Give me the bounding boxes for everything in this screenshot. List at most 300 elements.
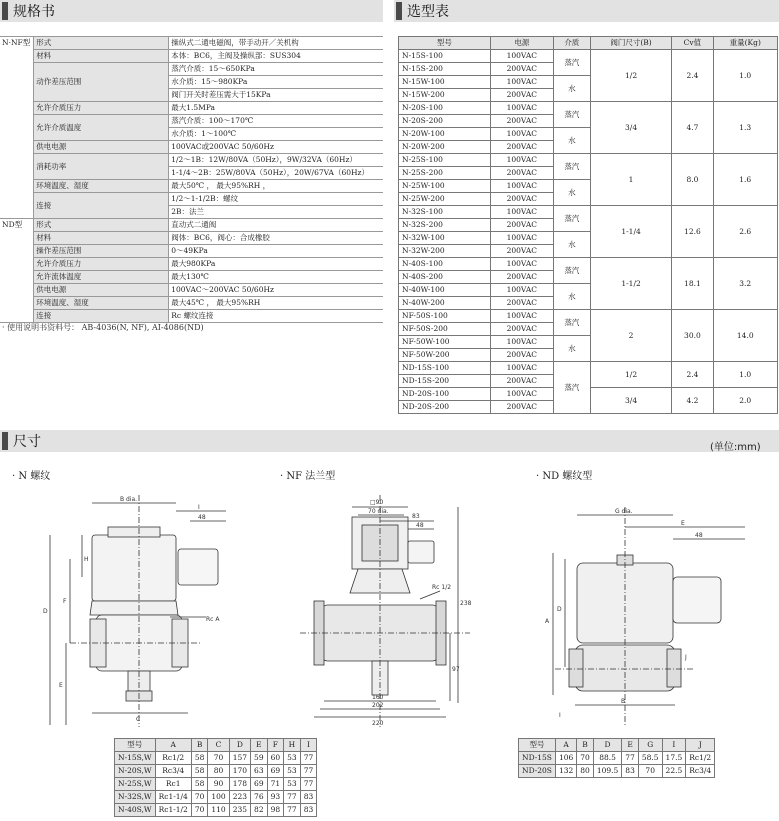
dimension-header: A: [555, 739, 576, 752]
dimension-value: 70: [577, 752, 594, 765]
spec-key: 允许介质温度: [34, 115, 169, 141]
cv-cell: 30.0: [672, 310, 713, 362]
dimension-model: N-25S,W: [115, 778, 156, 791]
nf-valve-drawing: [300, 495, 470, 727]
dim-j-label: J: [685, 654, 687, 661]
dimension-value: 132: [555, 765, 576, 778]
cv-cell: 12.6: [672, 206, 713, 258]
unit-label: (单位:mm): [710, 442, 761, 453]
spec-key: 形式: [34, 219, 169, 232]
weight-cell: 14.0: [713, 310, 777, 362]
dim-i-label: I: [559, 712, 561, 719]
spec-key: 供电电源: [34, 284, 169, 297]
dim-48-label: 48: [416, 522, 424, 529]
spec-key: 连接: [34, 310, 169, 323]
media-cell: 蒸汽: [553, 206, 590, 232]
spec-key: 连接: [34, 193, 169, 219]
weight-cell: 3.2: [713, 258, 777, 310]
selection-row: [399, 258, 778, 271]
spec-value: 蒸汽介质：100～170℃: [169, 115, 383, 128]
dimension-model: N-40S,W: [115, 804, 156, 817]
selection-header-row: [399, 37, 778, 50]
dimension-value: Rc1-1/4: [155, 791, 191, 804]
power-cell: 200VAC: [490, 375, 553, 388]
selection-row: [399, 206, 778, 219]
dimension-value: 157: [229, 752, 250, 765]
dimension-value: 69: [267, 765, 284, 778]
dimension-value: 83: [622, 765, 639, 778]
model-cell: N-25W-200: [399, 193, 491, 206]
dimension-header: A: [155, 739, 191, 752]
spec-row: [0, 232, 383, 245]
cv-cell: 2.4: [672, 362, 713, 388]
dimension-header: E: [251, 739, 268, 752]
dim-e-label: E: [681, 520, 685, 527]
media-cell: 水: [553, 284, 590, 310]
power-cell: 200VAC: [490, 115, 553, 128]
selection-header: Cv值: [672, 37, 713, 50]
dimension-row: [519, 752, 715, 765]
spec-key: 形式: [34, 37, 169, 50]
dimension-header-row: [519, 739, 715, 752]
model-cell: NF-50W-200: [399, 349, 491, 362]
dimension-value: 110: [208, 804, 229, 817]
dimension-value: 63: [251, 765, 268, 778]
cv-cell: 18.1: [672, 258, 713, 310]
dimension-value: 83: [300, 804, 317, 817]
selection-header: 电源: [490, 37, 553, 50]
spec-value: 最大45℃ ， 最大95%RH: [169, 297, 383, 310]
dimension-value: 58.5: [638, 752, 662, 765]
nd-dimension-table: [518, 738, 715, 778]
power-cell: 200VAC: [490, 271, 553, 284]
dim-g-label: G dia.: [615, 508, 633, 515]
dim-202-label: 202: [372, 702, 384, 709]
nd-valve-drawing: [545, 495, 755, 727]
spec-row: [0, 245, 383, 258]
dimension-row: [115, 778, 317, 791]
dimension-value: Rc3/4: [686, 765, 715, 778]
spec-value: 本体：BC6，主阀及操纵部：SUS304: [169, 50, 383, 63]
dimension-row: [115, 752, 317, 765]
dimension-value: 17.5: [662, 752, 686, 765]
spec-value: 最大50℃ ， 最大95%RH ，: [169, 180, 383, 193]
spec-row: [0, 271, 383, 284]
spec-row: [0, 310, 383, 323]
spec-key: 操作差压范围: [34, 245, 169, 258]
dim-70-label: 70 dia.: [368, 508, 389, 515]
size-cell: 3/4: [590, 102, 671, 154]
dimension-value: 77: [284, 804, 301, 817]
power-cell: 100VAC: [490, 180, 553, 193]
size-cell: 2: [590, 310, 671, 362]
model-cell: NF-50S-100: [399, 310, 491, 323]
spec-value: 1/2～1B：12W/80VA（50Hz），9W/32VA（60Hz）: [169, 154, 383, 167]
dimension-value: Rc3/4: [155, 765, 191, 778]
cv-cell: 2.4: [672, 50, 713, 102]
model-cell: N-40W-200: [399, 297, 491, 310]
spec-key: 允许介质压力: [34, 258, 169, 271]
dimension-header: G: [638, 739, 662, 752]
model-cell: N-32W-100: [399, 232, 491, 245]
dimension-header: D: [229, 739, 250, 752]
model-cell: N-25W-100: [399, 180, 491, 193]
dim-48-label: 48: [198, 514, 206, 521]
size-cell: 1/2: [590, 362, 671, 388]
power-cell: 100VAC: [490, 258, 553, 271]
dimension-value: 69: [251, 778, 268, 791]
size-cell: 1-1/4: [590, 206, 671, 258]
spec-section-header: [0, 0, 383, 22]
dimension-header: F: [267, 739, 284, 752]
selection-row: [399, 310, 778, 323]
dimension-model: N-15S,W: [115, 752, 156, 765]
power-cell: 100VAC: [490, 336, 553, 349]
spec-value: 最大980KPa: [169, 258, 383, 271]
dimension-value: 60: [267, 752, 284, 765]
dimension-model: ND-15S: [519, 752, 556, 765]
spec-group-name: ND型: [0, 219, 34, 323]
spec-value: 最大1.5MPa: [169, 102, 383, 115]
dim-e-label: E: [59, 682, 63, 689]
model-cell: ND-15S-100: [399, 362, 491, 375]
model-cell: N-32W-200: [399, 245, 491, 258]
dim-c-label: C: [136, 716, 141, 723]
dimension-value: 98: [267, 804, 284, 817]
dimension-header: J: [686, 739, 715, 752]
dimension-value: 77: [300, 765, 317, 778]
dimension-value: 90: [208, 778, 229, 791]
weight-cell: 1.0: [713, 50, 777, 102]
spec-value: 阀门开关时差压需大于15KPa: [169, 89, 383, 102]
power-cell: 200VAC: [490, 297, 553, 310]
spec-value: 直动式二通阀: [169, 219, 383, 232]
dimension-header: I: [300, 739, 317, 752]
media-cell: 水: [553, 76, 590, 102]
dimension-value: 82: [251, 804, 268, 817]
dim-97-label: 97: [452, 666, 460, 673]
dimension-value: 77: [300, 752, 317, 765]
spec-row: [0, 180, 383, 193]
dimension-value: 58: [191, 765, 208, 778]
selection-row: [399, 50, 778, 63]
selection-row: [399, 102, 778, 115]
power-cell: 200VAC: [490, 401, 553, 414]
power-cell: 100VAC: [490, 232, 553, 245]
spec-value: 2B：法兰: [169, 206, 383, 219]
power-cell: 200VAC: [490, 63, 553, 76]
dimension-row: [115, 791, 317, 804]
section-marker: [2, 2, 8, 20]
dimension-value: Rc1/2: [155, 752, 191, 765]
dims-title: 尺寸: [13, 434, 41, 450]
dimension-model: ND-20S: [519, 765, 556, 778]
dimension-value: 235: [229, 804, 250, 817]
spec-value: 1/2～1-1/2B：螺纹: [169, 193, 383, 206]
n-valve-drawing: [30, 495, 240, 727]
spec-value: 0～49KPa: [169, 245, 383, 258]
spec-key: 允许介质压力: [34, 102, 169, 115]
media-cell: 水: [553, 180, 590, 206]
dim-h-label: H: [84, 556, 89, 563]
dimension-header: B: [577, 739, 594, 752]
weight-cell: 2.0: [713, 388, 777, 414]
spec-row: [0, 297, 383, 310]
spec-table: [0, 36, 383, 323]
power-cell: 100VAC: [490, 362, 553, 375]
spec-value: 最大130℃: [169, 271, 383, 284]
dim-d-label: D: [557, 606, 562, 613]
dim-d-label: D: [43, 608, 48, 615]
size-cell: 1: [590, 154, 671, 206]
model-cell: N-25S-200: [399, 167, 491, 180]
media-cell: 蒸汽: [553, 102, 590, 128]
dimension-value: 58: [191, 778, 208, 791]
power-cell: 100VAC: [490, 284, 553, 297]
model-cell: N-40S-200: [399, 271, 491, 284]
cv-cell: 4.7: [672, 102, 713, 154]
dimension-value: 88.5: [593, 752, 621, 765]
spec-key: 消耗功率: [34, 154, 169, 180]
dim-i-label: I: [198, 504, 200, 511]
power-cell: 100VAC: [490, 310, 553, 323]
power-cell: 200VAC: [490, 245, 553, 258]
nf-drawing-title: · NF 法兰型: [280, 471, 336, 482]
spec-row: [0, 219, 383, 232]
spec-row: [0, 115, 383, 128]
dimension-value: 170: [229, 765, 250, 778]
dimension-value: 77: [300, 778, 317, 791]
weight-cell: 1.6: [713, 154, 777, 206]
dimension-value: 70: [191, 791, 208, 804]
model-cell: N-32S-200: [399, 219, 491, 232]
dimension-header: D: [593, 739, 621, 752]
nd-drawing-title: · ND 螺纹型: [536, 471, 593, 482]
selection-section-header: [394, 0, 779, 22]
dimension-row: [519, 765, 715, 778]
power-cell: 200VAC: [490, 323, 553, 336]
dimension-value: 80: [208, 765, 229, 778]
power-cell: 100VAC: [490, 50, 553, 63]
dimension-value: 106: [555, 752, 576, 765]
model-cell: N-15S-100: [399, 50, 491, 63]
spec-value: 蒸汽介质：15～650KPa: [169, 63, 383, 76]
cv-cell: 8.0: [672, 154, 713, 206]
dimension-header: I: [662, 739, 686, 752]
model-cell: NF-50S-200: [399, 323, 491, 336]
spec-row: [0, 102, 383, 115]
spec-row: [0, 50, 383, 63]
model-cell: N-25S-100: [399, 154, 491, 167]
selection-header: 介质: [553, 37, 590, 50]
spec-row: [0, 63, 383, 76]
model-cell: N-20W-200: [399, 141, 491, 154]
dimension-value: 53: [284, 752, 301, 765]
dimension-value: 70: [208, 752, 229, 765]
spec-key: 环境温度、湿度: [34, 180, 169, 193]
dimension-value: 77: [284, 791, 301, 804]
dim-rc-label: Rc A: [206, 616, 220, 623]
power-cell: 100VAC: [490, 76, 553, 89]
spec-key: 供电电源: [34, 141, 169, 154]
dimension-value: 59: [251, 752, 268, 765]
dimension-header: E: [622, 739, 639, 752]
power-cell: 200VAC: [490, 141, 553, 154]
model-cell: N-40W-100: [399, 284, 491, 297]
dims-section-header: [0, 430, 779, 452]
dimension-value: 109.5: [593, 765, 621, 778]
spec-value: 1-1/4～2B：25W/80VA（50Hz），20W/67VA（60Hz）: [169, 167, 383, 180]
media-cell: 水: [553, 128, 590, 154]
spec-value: Rc 螺纹连接: [169, 310, 383, 323]
dimension-value: 100: [208, 791, 229, 804]
model-cell: N-32S-100: [399, 206, 491, 219]
dim-220-label: 220: [372, 720, 384, 727]
spec-value: 操纵式二通电磁阀，带手动开／关机构: [169, 37, 383, 50]
dim-rc-label: Rc 1/2: [432, 584, 452, 591]
media-cell: 蒸汽: [553, 154, 590, 180]
selection-table: [398, 36, 778, 414]
selection-header: 阀门尺寸(B): [590, 37, 671, 50]
dimension-value: 80: [577, 765, 594, 778]
selection-row: [399, 154, 778, 167]
dimension-value: 58: [191, 752, 208, 765]
spec-key: 动作差压范围: [34, 63, 169, 102]
dimension-header: 型号: [115, 739, 156, 752]
dimension-value: Rc1: [155, 778, 191, 791]
power-cell: 200VAC: [490, 89, 553, 102]
dimension-model: N-32S,W: [115, 791, 156, 804]
spec-group-name: N·NF型: [0, 37, 34, 219]
power-cell: 200VAC: [490, 167, 553, 180]
dimension-header: H: [284, 739, 301, 752]
spec-row: [0, 154, 383, 167]
spec-key: 允许流体温度: [34, 271, 169, 284]
dimension-header: B: [191, 739, 208, 752]
media-cell: 蒸汽: [553, 310, 590, 336]
power-cell: 100VAC: [490, 128, 553, 141]
dim-48-label: 48: [695, 532, 703, 539]
dimension-value: 77: [622, 752, 639, 765]
dim-83-label: 83: [412, 513, 420, 520]
dimension-header: C: [208, 739, 229, 752]
model-cell: NF-50W-100: [399, 336, 491, 349]
dim-b-label: B dia.: [120, 496, 138, 503]
spec-row: [0, 258, 383, 271]
spec-value: 水介质：15～980KPa: [169, 76, 383, 89]
power-cell: 100VAC: [490, 154, 553, 167]
dimension-value: 70: [191, 804, 208, 817]
power-cell: 200VAC: [490, 193, 553, 206]
size-cell: 1-1/2: [590, 258, 671, 310]
model-cell: ND-15S-200: [399, 375, 491, 388]
dimension-value: Rc1-1/2: [155, 804, 191, 817]
dimension-header-row: [115, 739, 317, 752]
spec-row: [0, 193, 383, 206]
spec-value: 阀体：BC6，阀心：合成橡胶: [169, 232, 383, 245]
section-marker: [2, 432, 8, 450]
media-cell: 水: [553, 232, 590, 258]
model-cell: N-40S-100: [399, 258, 491, 271]
dimension-value: 70: [638, 765, 662, 778]
model-cell: N-15S-200: [399, 63, 491, 76]
media-cell: 蒸汽: [553, 362, 590, 414]
model-cell: ND-20S-200: [399, 401, 491, 414]
dimension-value: 83: [300, 791, 317, 804]
model-cell: N-20W-100: [399, 128, 491, 141]
dimension-value: 178: [229, 778, 250, 791]
spec-row: [0, 284, 383, 297]
dimension-value: 76: [251, 791, 268, 804]
dimension-value: 53: [284, 765, 301, 778]
power-cell: 100VAC: [490, 388, 553, 401]
selection-title: 选型表: [407, 4, 449, 20]
dim-b-label: B: [621, 698, 626, 705]
model-cell: N-20S-100: [399, 102, 491, 115]
dimension-value: 223: [229, 791, 250, 804]
spec-value: 水介质：1～100℃: [169, 128, 383, 141]
dimension-row: [115, 765, 317, 778]
dim-160-label: 160: [372, 694, 384, 701]
dim-238-label: 238: [460, 600, 472, 607]
n-drawing-title: · N 螺纹: [12, 471, 51, 482]
media-cell: 蒸汽: [553, 50, 590, 76]
spec-value: 100VAC或200VAC 50/60Hz: [169, 141, 383, 154]
dimension-row: [115, 804, 317, 817]
model-cell: N-15W-100: [399, 76, 491, 89]
dimension-value: 22.5: [662, 765, 686, 778]
dim-a-label: A: [545, 618, 550, 625]
dim-f-label: F: [63, 598, 67, 605]
size-cell: 1/2: [590, 50, 671, 102]
dim-90-label: □90: [370, 499, 384, 506]
spec-key: 材料: [34, 50, 169, 63]
cv-cell: 4.2: [672, 388, 713, 414]
model-cell: N-15W-200: [399, 89, 491, 102]
selection-header: 重量(Kg): [713, 37, 777, 50]
dimension-value: 93: [267, 791, 284, 804]
dimension-model: N-20S,W: [115, 765, 156, 778]
spec-note: · 使用说明书资料号： AB-4036(N, NF), AI-4086(ND): [2, 323, 204, 332]
spec-title: 规格书: [13, 4, 55, 20]
power-cell: 200VAC: [490, 349, 553, 362]
dimension-value: Rc1/2: [686, 752, 715, 765]
size-cell: 3/4: [590, 388, 671, 414]
dimension-value: 71: [267, 778, 284, 791]
weight-cell: 1.3: [713, 102, 777, 154]
selection-header: 型号: [399, 37, 491, 50]
section-marker: [396, 2, 402, 20]
spec-row: [0, 141, 383, 154]
dimension-value: 53: [284, 778, 301, 791]
spec-row: [0, 37, 383, 50]
dimension-header: 型号: [519, 739, 556, 752]
spec-value: 100VAC～200VAC 50/60Hz: [169, 284, 383, 297]
model-cell: ND-20S-100: [399, 388, 491, 401]
power-cell: 100VAC: [490, 102, 553, 115]
power-cell: 100VAC: [490, 206, 553, 219]
spec-key: 材料: [34, 232, 169, 245]
weight-cell: 2.6: [713, 206, 777, 258]
power-cell: 200VAC: [490, 219, 553, 232]
selection-row: [399, 362, 778, 375]
model-cell: N-20S-200: [399, 115, 491, 128]
media-cell: 水: [553, 336, 590, 362]
weight-cell: 1.0: [713, 362, 777, 388]
n-dimension-table: [114, 738, 317, 817]
media-cell: 蒸汽: [553, 258, 590, 284]
spec-key: 环境温度、湿度: [34, 297, 169, 310]
